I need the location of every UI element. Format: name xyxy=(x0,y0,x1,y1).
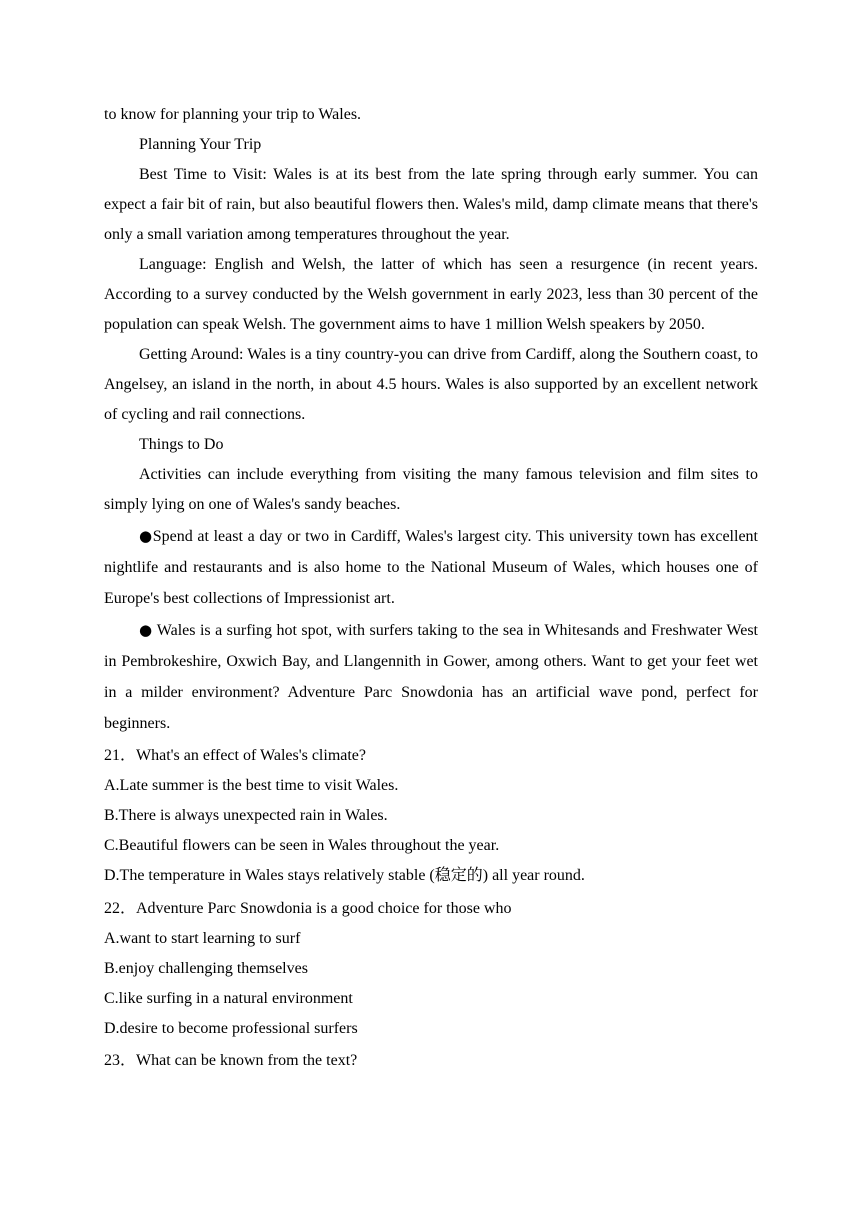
question-22-option-b: B.enjoy challenging themselves xyxy=(104,960,308,977)
bullet-icon: ● xyxy=(139,527,153,545)
question-22-option-c: C.like surfing in a natural environment xyxy=(104,990,353,1007)
paragraph-activities: Activities can include everything from visiting the many famous television and film sites to simply lying on one of Wales's sandy beaches. xyxy=(104,466,758,513)
heading-things-to-do: Things to Do xyxy=(139,436,224,453)
paragraph-language: Language: English and Welsh, the latter of which has seen a resurgence (in recent years. According to a survey conducted by the Welsh government in early 2023, less than 30 percent of the population can speak Welsh. The government aims to have 1 million Welsh speakers by 2050. xyxy=(104,256,758,333)
paragraph-getting-around: Getting Around: Wales is a tiny country-you can drive from Cardiff, along the Southern coast, to Angelsey, an island in the north, in about 4.5 hours. Wales is also supported by an excellent network of cycling and rail connections. xyxy=(104,346,758,423)
question-21-option-d: D.The temperature in Wales stays relatively stable (稳定的) all year round. xyxy=(104,867,585,884)
passage-intro-tail: to know for planning your trip to Wales. xyxy=(104,106,362,123)
document-page xyxy=(104,100,758,1076)
question-21-option-b: B.There is always unexpected rain in Wales. xyxy=(104,807,388,824)
bullet-item-surfing xyxy=(104,615,758,739)
paragraph-best-time: Best Time to Visit: Wales is at its best from the late spring through early summer. You can expect a fair bit of rain, but also beautiful flowers then. Wales's mild, damp climate means that there's only a small variation among temperatures throughout the year. xyxy=(104,166,758,243)
question-23-stem: 23．What can be known from the text? xyxy=(104,1052,358,1069)
question-22-option-d: D.desire to become professional surfers xyxy=(104,1020,358,1037)
question-21-option-a: A.Late summer is the best time to visit Wales. xyxy=(104,777,399,794)
bullet-icon: ● xyxy=(139,621,153,639)
question-21-option-c: C.Beautiful flowers can be seen in Wales throughout the year. xyxy=(104,837,500,854)
question-22-option-a: A.want to start learning to surf xyxy=(104,930,301,947)
bullet-item-cardiff xyxy=(104,521,758,614)
question-21-stem: 21．What's an effect of Wales's climate? xyxy=(104,747,367,764)
heading-planning-your-trip: Planning Your Trip xyxy=(139,136,262,153)
bullet-text-surfing: Wales is a surfing hot spot, with surfers taking to the sea in Whitesands and Freshwater West in Pembrokeshire, Oxwich Bay, and Llangennith in Gower, among others. Want to get your feet wet in a milder environment? Adventure Parc Snowdonia has an artificial wave pond, perfect for beginners. xyxy=(104,622,758,732)
bullet-text-cardiff: Spend at least a day or two in Cardiff, Wales's largest city. This university town has excellent nightlife and restaurants and is also home to the National Museum of Wales, which houses one of Europe's best collections of Impressionist art. xyxy=(104,528,758,607)
question-22-stem: 22．Adventure Parc Snowdonia is a good choice for those who xyxy=(104,900,512,917)
